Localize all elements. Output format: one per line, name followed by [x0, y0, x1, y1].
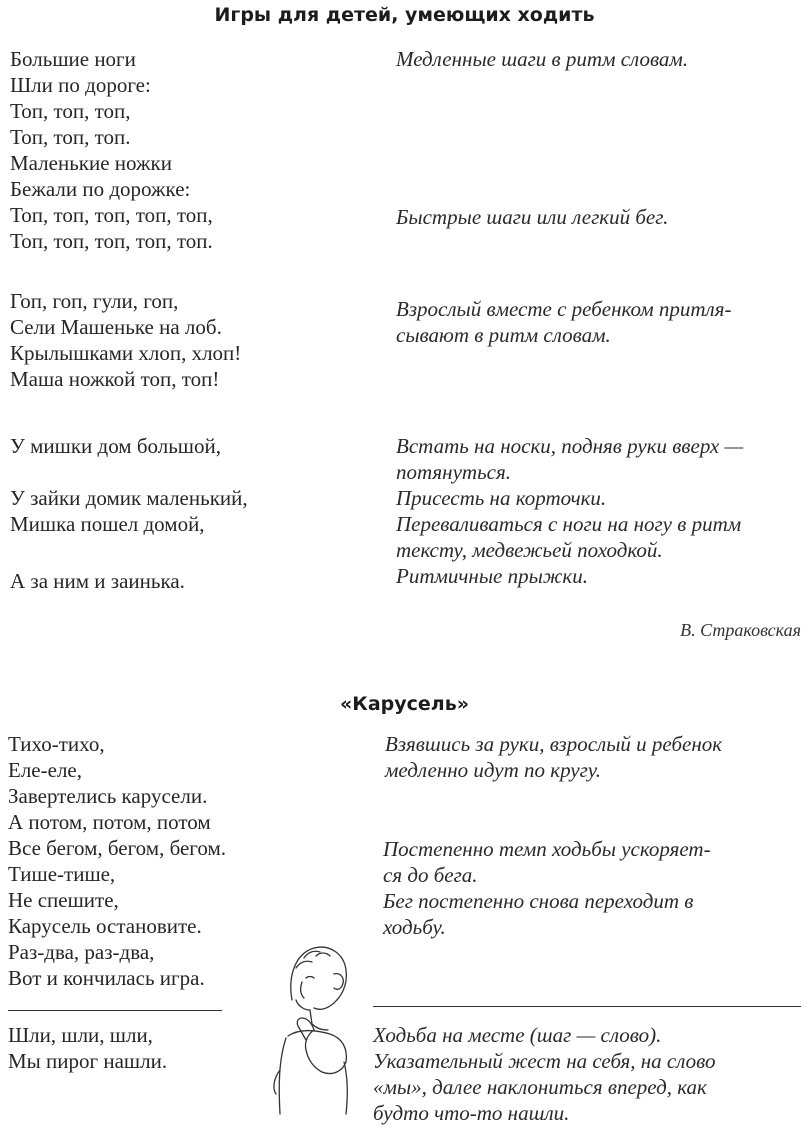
- poem-stanza: [10, 433, 221, 459]
- instruction-line: Ходьба на месте (шаг — слово).: [373, 1023, 662, 1047]
- verse-line: Шли, шли, шли,: [8, 1023, 153, 1047]
- verse-line: У зайки домик маленький,: [10, 486, 248, 510]
- instruction-line: Ритмичные прыжки.: [396, 564, 588, 588]
- instruction-line: Бег постепенно снова переходит в: [383, 889, 694, 913]
- verse-line: Топ, топ, топ.: [10, 125, 131, 149]
- instruction-line: Быстрые шаги или легкий бег.: [396, 205, 669, 229]
- section-heading: Игры для детей, умеющих ходить: [214, 4, 595, 26]
- verse-line: Маша ножкой топ, топ!: [10, 367, 220, 391]
- poem-stanza: [10, 46, 213, 254]
- instruction-line: Медленные шаги в ритм словам.: [396, 47, 689, 71]
- verse-line: Крылышками хлоп, хлоп!: [10, 341, 242, 365]
- verse-line: Вот и кончилась игра.: [8, 966, 205, 990]
- instruction-line: тексту, медвежьей походкой.: [396, 538, 663, 562]
- instruction-line: Присесть на корточки.: [396, 486, 607, 510]
- verse-line: Все бегом, бегом, бегом.: [8, 836, 227, 860]
- instruction-line: будто что-то нашли.: [373, 1101, 570, 1125]
- instruction-line: Указательный жест на себя, на слово: [373, 1049, 716, 1073]
- verse-line: А за ним и заинька.: [10, 569, 185, 593]
- verse-line: У мишки дом большой,: [10, 434, 221, 458]
- instruction-line: ходьбу.: [383, 915, 446, 939]
- verse-line: Раз-два, раз-два,: [8, 940, 155, 964]
- instruction-line: Взрослый вместе с ребенком притля-: [396, 297, 732, 321]
- instruction-line: ся до бега.: [383, 863, 478, 887]
- verse-line: Топ, топ, топ,: [10, 99, 131, 123]
- instruction-text: [396, 433, 743, 589]
- instruction-line: Взявшись за руки, взрослый и ребенок: [385, 732, 723, 756]
- verse-line: Мишка пошел домой,: [10, 512, 205, 536]
- poem-stanza: [8, 731, 226, 991]
- instruction-line: медленно идут по кругу.: [385, 758, 602, 782]
- poem-stanza: [10, 568, 185, 594]
- child-pointing-illustration: [256, 938, 368, 1118]
- verse-line: Еле-еле,: [8, 758, 82, 782]
- instruction-line: Встать на носки, подняв руки вверх —: [396, 434, 744, 458]
- instruction-line: потянуться.: [396, 460, 511, 484]
- instruction-text: [385, 731, 722, 783]
- poem-stanza: [10, 288, 241, 392]
- verse-line: Топ, топ, топ, топ, топ.: [10, 229, 213, 253]
- verse-line: Бежали по дорожке:: [10, 177, 191, 201]
- instruction-text: [396, 204, 668, 230]
- instruction-line: сывают в ритм словам.: [396, 323, 611, 347]
- verse-line: Мы пирог нашли.: [8, 1049, 168, 1073]
- instruction-text: [396, 296, 731, 348]
- instruction-line: Переваливаться с ноги на ногу в ритм: [396, 512, 742, 536]
- divider-rule: [373, 1006, 801, 1007]
- verse-line: Гоп, гоп, гули, гоп,: [10, 289, 179, 313]
- verse-line: Не спешите,: [8, 888, 119, 912]
- poem-stanza: [10, 485, 248, 537]
- verse-line: Топ, топ, топ, топ, топ,: [10, 203, 213, 227]
- verse-line: Шли по дороге:: [10, 73, 151, 97]
- verse-line: Большие ноги: [10, 47, 136, 71]
- divider-rule: [8, 1010, 222, 1011]
- instruction-text: [383, 836, 711, 940]
- instruction-line: Постепенно темп ходьбы ускоряет-: [383, 837, 711, 861]
- author-credit: В. Страковская: [680, 620, 801, 640]
- verse-line: Тихо-тихо,: [8, 732, 105, 756]
- verse-line: Сели Машеньке на лоб.: [10, 315, 222, 339]
- verse-line: Маленькие ножки: [10, 151, 172, 175]
- instruction-text: [373, 1022, 716, 1126]
- verse-line: Тише-тише,: [8, 862, 116, 886]
- poem-stanza: [8, 1022, 167, 1074]
- instruction-text: [396, 46, 688, 72]
- verse-line: Завертелись карусели.: [8, 784, 208, 808]
- instruction-line: «мы», далее наклониться вперед, как: [373, 1075, 707, 1099]
- verse-line: Карусель остановите.: [8, 914, 202, 938]
- verse-line: А потом, потом, потом: [8, 810, 211, 834]
- section-heading: «Карусель»: [340, 693, 469, 715]
